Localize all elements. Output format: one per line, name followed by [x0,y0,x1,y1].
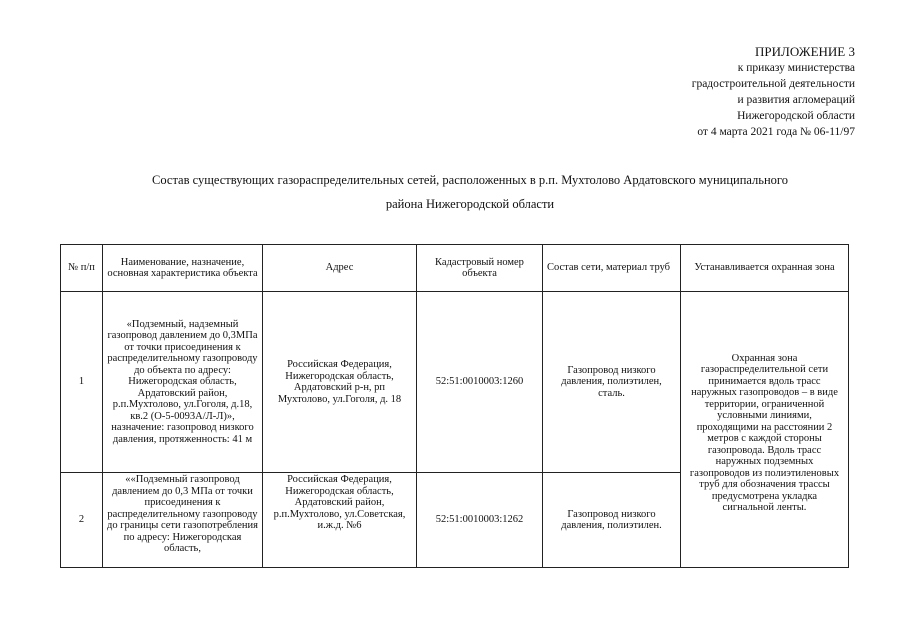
cell-name: ««Подземный газопровод давлением до 0,3 МПа от точки присоединения к распределительному газопроводу до границы сети газопотребления по адресу: Нижегородская область, [103,473,263,568]
cell-address: Российская Федерация, Нижегородская область, Ардатовский район, р.п.Мухтолово, ул.Советская, и.ж.д. №6 [263,473,417,568]
table-header-row [61,245,849,292]
table-row [61,292,849,473]
cell-address: Российская Федерация, Нижегородская область, Ардатовский р-н, рп Мухтолово, ул.Гоголя, д. 18 [263,292,417,473]
cell-network: Газопровод низкого давления, полиэтилен, сталь. [543,292,681,473]
document-title-line-1: Состав существующих газораспределительных сетей, расположенных в р.п. Мухтолово Ардатовского муниципального [152,173,788,187]
cell-num: 2 [61,473,103,568]
header-num: № п/п [61,245,103,292]
appendix-header [692,44,855,140]
header-address: Адрес [263,245,417,292]
cell-protection-zone: Охранная зона газораспределительной сети принимается вдоль трасс наружных газопроводов – в виде территории, ограниченной условными линиями, проходящими на расстоянии 2 метров с каждой стороны газопровода. Вдоль трасс наружных подземных газопроводов из полиэтиленовых труб для обозначения трассы предусмотрена укладка сигнальной ленты. [681,292,849,568]
cell-num: 1 [61,292,103,473]
header-line: и развития агломераций [737,94,855,106]
gas-network-table [60,244,849,568]
header-line: к приказу министерства [737,62,855,74]
header-network: Состав сети, материал труб [543,245,681,292]
cell-cadastral: 52:51:0010003:1262 [417,473,543,568]
cell-network: Газопровод низкого давления, полиэтилен. [543,473,681,568]
header-line: Нижегородской области [737,110,855,122]
document-title-line-2: района Нижегородской области [385,197,555,211]
appendix-title: ПРИЛОЖЕНИЕ 3 [755,44,855,59]
header-line: от 4 марта 2021 года № 06-11/97 [697,126,855,138]
cell-cadastral: 52:51:0010003:1260 [417,292,543,473]
header-cadastral: Кадастровый номер объекта [417,245,543,292]
cell-name: «Подземный, надземный газопровод давлением до 0,3МПа от точки присоединения к распределительному газопроводу до объекта по адресу: Нижегородская область, Ардатовский район, р.п.Мухтолово, ул.Гоголя, д.18, кв.2 (О-5-0093А/Л-Л)», назначение: газопровод низкого давления, протяженность: 41 м [103,292,263,473]
header-line: градостроительной деятельности [691,78,855,90]
header-name: Наименование, назначение, основная характеристика объекта [103,245,263,292]
header-zone: Устанавливается охранная зона [681,245,849,292]
